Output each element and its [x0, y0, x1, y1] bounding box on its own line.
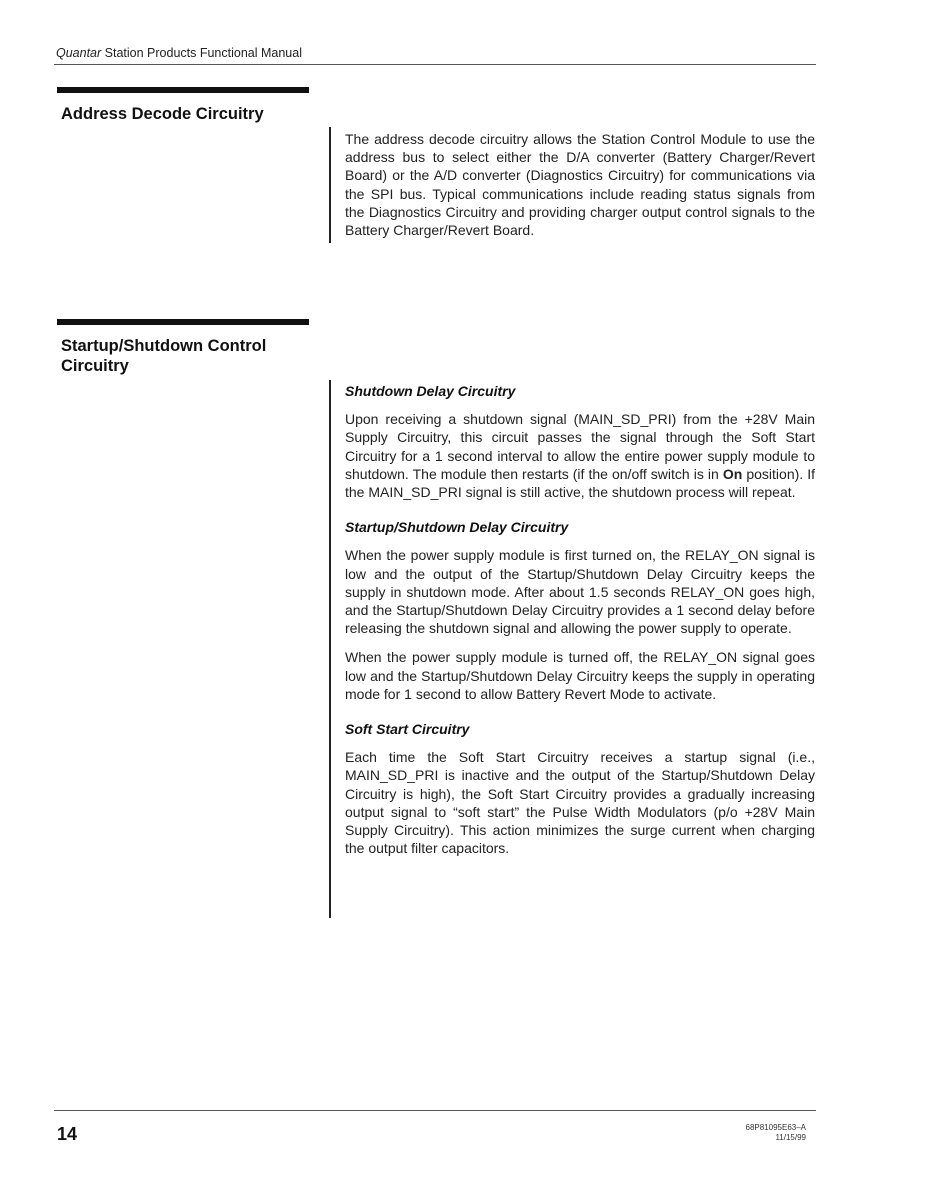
footer-rule: [54, 1110, 816, 1111]
shutdown-delay-paragraph: [345, 410, 815, 501]
document-number: 68P81095E63–A: [745, 1123, 806, 1132]
section-title-address-decode: Address Decode Circuitry: [61, 105, 264, 123]
soft-start-heading: Soft Start Circuitry: [345, 721, 470, 738]
startup-shutdown-delay-heading: Startup/Shutdown Delay Circuitry: [345, 519, 569, 536]
header-rule: [54, 64, 816, 65]
shutdown-delay-on-label: On: [722, 465, 743, 482]
running-header: [56, 46, 302, 60]
page-number: 14: [57, 1124, 78, 1144]
shutdown-delay-heading: Shutdown Delay Circuitry: [345, 383, 516, 399]
address-decode-paragraph: The address decode circuitry allows the Station Control Module to use the address bus to select either the D/A converter (Battery Charger/Revert Board) or the A/D converter (Diagnostics Circuitry) for communications via the SPI bus. Typical communications include reading status signals from the Diagnostics Circuitry and providing charger output control signals to the Battery Charger/Revert Board.: [345, 131, 815, 239]
section-bar-address-decode: [57, 87, 309, 93]
startup-shutdown-body: [345, 382, 815, 868]
soft-start-paragraph: Each time the Soft Start Circuitry receives a startup signal (i.e., MAIN_SD_PRI is inactive and the output of the Startup/Shutdown Delay Circuitry is high), the Soft Start Circuitry provides a gradually increasing output signal to “soft start” the Pulse Width Modulators (p/o +28V Main Supply Circuitry). This action minimizes the surge current when charging the output filter capacitors.: [345, 749, 815, 857]
document-code: [746, 1123, 807, 1143]
startup-shutdown-delay-paragraph-2: When the power supply module is turned off, the RELAY_ON signal goes low and the Startup/Shutdown Delay Circuitry keeps the supply in operating mode for 1 second to allow Battery Revert Mode to activate.: [345, 649, 815, 702]
header-brand: Quantar: [56, 46, 102, 60]
address-decode-body: [345, 130, 815, 250]
header-title: Station Products Functional Manual: [104, 46, 302, 60]
shutdown-delay-text-a: Upon receiving a shutdown signal (MAIN_SD_PRI) from the +28V Main Supply Circuitry, this circuit passes the signal through the Soft Start Circuitry for a 1 second interval to allow the entire power supply module to shutdown. The module then restarts (if the on/off switch is in: [345, 411, 815, 482]
document-date: 11/15/99: [775, 1133, 806, 1142]
startup-shutdown-delay-paragraph-1: When the power supply module is first turned on, the RELAY_ON signal is low and the output of the Startup/Shutdown Delay Circuitry keeps the supply in shutdown mode. After about 1.5 seconds RELAY_ON goes high, and the Startup/Shutdown Delay Circuitry provides a 1 second delay before releasing the shutdown signal and allowing the power supply to operate.: [345, 547, 815, 637]
shutdown-delay-text-b: position). If the MAIN_SD_PRI signal is still active, the shutdown process will repeat.: [345, 465, 815, 501]
section-bar-startup-shutdown: [57, 319, 309, 325]
section-title-startup-shutdown: Startup/Shutdown Control Circuitry: [61, 337, 267, 375]
change-bar-address-decode: [329, 127, 331, 243]
change-bar-startup-shutdown: [329, 380, 331, 918]
